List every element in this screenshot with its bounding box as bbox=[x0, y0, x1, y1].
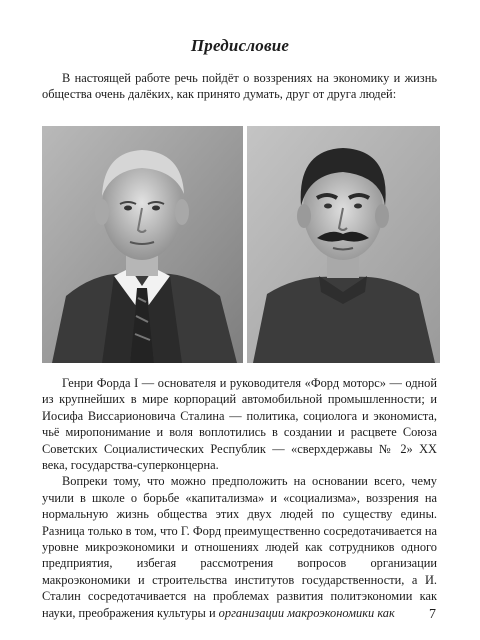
paragraph-2 bbox=[42, 473, 437, 621]
intro-text bbox=[42, 70, 437, 103]
portrait-joseph-stalin-image bbox=[247, 126, 440, 363]
intro-paragraph: В настоящей работе речь пойдёт о воззрениях на экономику и жизнь общества очень далёких, как принято думать, друг от друга людей: bbox=[42, 71, 437, 102]
paragraph-1: Генри Форда I — основателя и руководителя «Форд моторс» — одной из крупнейших в мире корпораций автомобильной промышленности; и Иосифа Виссарионовича Сталина — политика, социолога и экономиста, чьё миропонимание и воля воплотились в создании и расцвете Союза Советских Социалистических Республик — «сверхдержавы № 2» XX века, государства-суперконцерна. bbox=[42, 376, 437, 473]
main-text bbox=[42, 375, 437, 621]
paragraph-2-text: Вопреки тому, что можно предположить на основании всего, чему учили в школе о борьбе «капитализма» и «социализма», воззрения на нормальную жизнь общества этих двух людей по существу едины. Разница только в том, что Г. Форд преимущественно сосредотачивается на уровне микроэкономики и отношениях людей как сотрудников одного предприятия, избегая рассмотрения вопросов организации макроэкономики и строительства институтов государственности, а И. Сталин сосредотачивается на проблемах развития политэкономии как науки, преображения культуры и bbox=[42, 474, 437, 620]
paragraph-2-italic: организации макроэкономики как bbox=[218, 605, 395, 620]
portrait-joseph-stalin bbox=[247, 126, 440, 363]
portrait-henry-ford-image bbox=[42, 126, 243, 363]
page-number: 7 bbox=[429, 607, 436, 622]
portrait-henry-ford bbox=[42, 126, 243, 363]
page-title: Предисловие bbox=[190, 36, 290, 55]
